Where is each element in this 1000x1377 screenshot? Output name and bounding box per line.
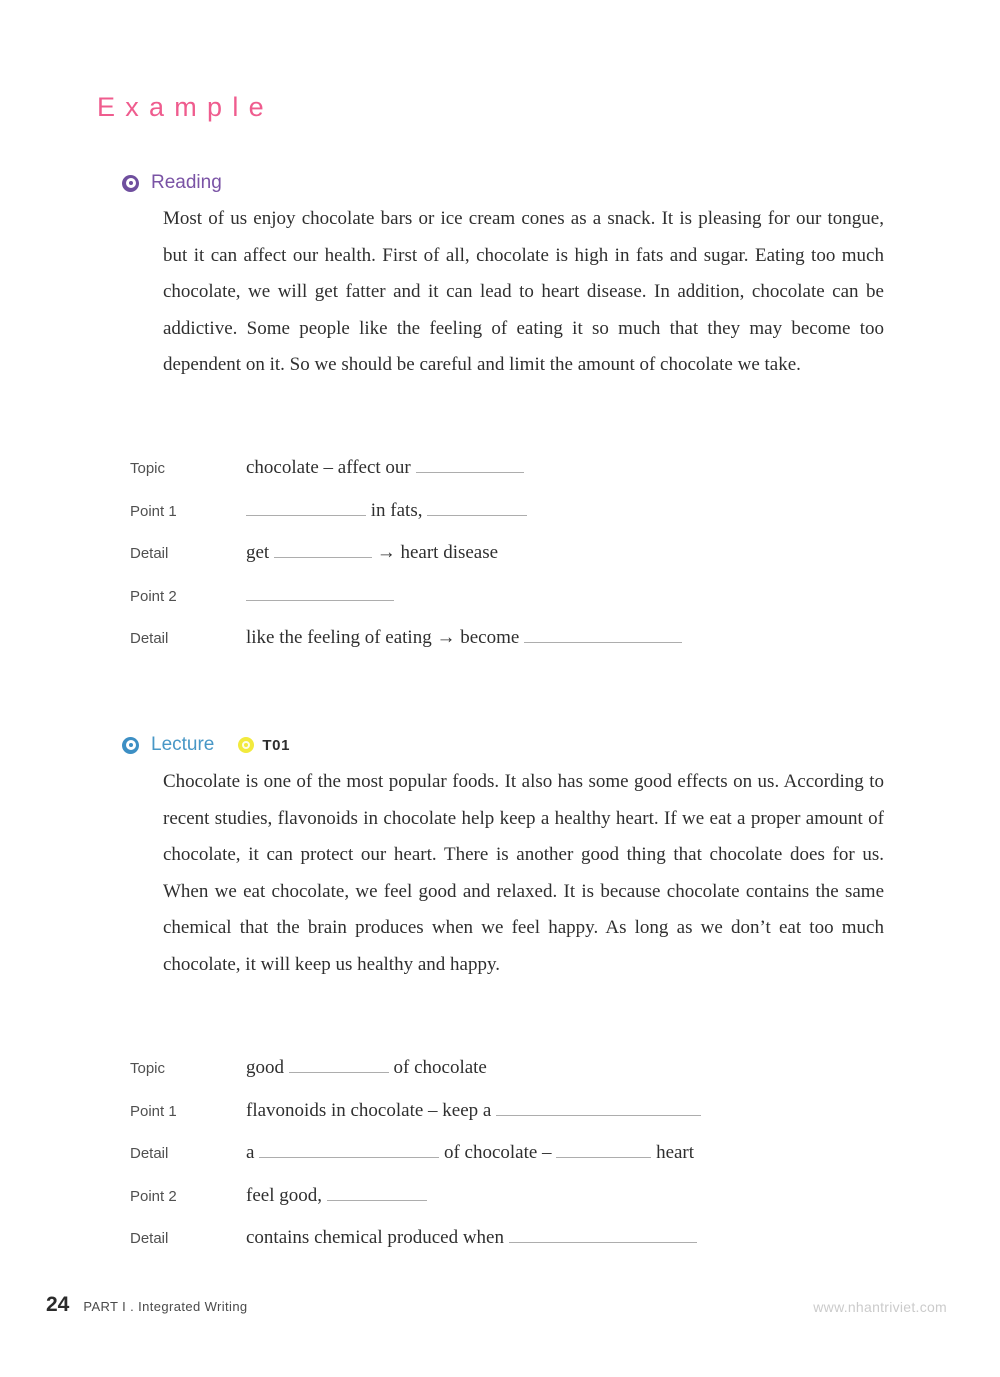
outline-text: of chocolate bbox=[388, 1057, 487, 1078]
outline-row-content bbox=[246, 585, 394, 606]
outline-row bbox=[130, 1090, 701, 1133]
outline-text: chocolate – affect our bbox=[246, 457, 416, 478]
outline-text: → heart disease bbox=[371, 542, 499, 563]
lecture-section-header bbox=[122, 734, 290, 756]
outline-row-content bbox=[246, 1142, 694, 1163]
audio-track bbox=[238, 737, 290, 754]
outline-row-label: Point 1 bbox=[130, 1102, 177, 1120]
blank-line bbox=[509, 1228, 697, 1243]
audio-track-label: T01 bbox=[262, 736, 291, 754]
lecture-bullet-icon bbox=[122, 737, 139, 754]
outline-row-label: Point 2 bbox=[130, 587, 177, 605]
outline-row-label: Point 2 bbox=[130, 1187, 177, 1205]
outline-row-content bbox=[246, 627, 682, 648]
outline-row-content bbox=[246, 542, 498, 563]
audio-disc-icon bbox=[238, 737, 254, 753]
outline-row bbox=[130, 617, 682, 660]
outline-row bbox=[130, 447, 682, 490]
outline-text: contains chemical produced when bbox=[246, 1227, 509, 1248]
blank-line bbox=[289, 1058, 389, 1073]
outline-row-label: Topic bbox=[130, 1060, 166, 1077]
outline-row-label: Detail bbox=[130, 630, 169, 647]
outline-row bbox=[130, 1175, 701, 1218]
page-title: Example bbox=[97, 92, 274, 122]
outline-row bbox=[130, 575, 682, 618]
reading-section-header bbox=[122, 172, 222, 194]
outline-row bbox=[130, 490, 682, 533]
blank-line bbox=[246, 501, 366, 516]
lecture-heading: Lecture bbox=[151, 734, 215, 755]
outline-text: of chocolate – bbox=[439, 1142, 557, 1163]
reading-paragraph: Most of us enjoy chocolate bars or ice cream cones as a snack. It is pleasing for our tongue, but it can affect our health. First of all, chocolate is high in fats and sugar. Eating too much chocolate, we will get fatter and it can lead to heart disease. In addition, chocolate can be addictive. Some people like the feeling of eating it so much that they may become too dependent on it. So we should be careful and limit the amount of chocolate we take. bbox=[163, 208, 884, 376]
outline-row-content bbox=[246, 1185, 427, 1206]
blank-line bbox=[259, 1143, 439, 1158]
outline-row-content bbox=[246, 457, 524, 478]
lecture-paragraph: Chocolate is one of the most popular foods. It also has some good effects on us. According to recent studies, flavonoids in chocolate help keep a healthy heart. If we eat a proper amount of chocolate, it can protect our heart. There is another good thing that chocolate does for us. When we eat chocolate, we feel good and relaxed. It is because chocolate contains the same chemical that the brain produces when we feel happy. As long as we don’t eat too much chocolate, it will keep us healthy and happy. bbox=[163, 771, 884, 975]
outline-text: a bbox=[246, 1142, 260, 1163]
blank-line bbox=[246, 586, 394, 601]
outline-row-label: Detail bbox=[130, 545, 169, 562]
outline-row bbox=[130, 1217, 701, 1260]
outline-row-label: Topic bbox=[130, 460, 166, 477]
footer-left bbox=[46, 1293, 248, 1317]
outline-text: feel good, bbox=[246, 1184, 327, 1206]
outline-text: heart bbox=[651, 1142, 695, 1163]
outline-text: flavonoids in chocolate – keep a bbox=[246, 1099, 497, 1121]
blank-line bbox=[524, 628, 682, 643]
outline-row-label: Point 1 bbox=[130, 502, 177, 520]
outline-row-content bbox=[246, 1227, 697, 1248]
footer-part-title: PART I . Integrated Writing bbox=[83, 1299, 248, 1314]
blank-line bbox=[556, 1143, 651, 1158]
reading-outline-table bbox=[130, 447, 682, 660]
footer-website: www.nhantriviet.com bbox=[813, 1299, 947, 1315]
blank-line bbox=[496, 1101, 701, 1116]
outline-row-content bbox=[246, 1100, 701, 1121]
outline-row-label: Detail bbox=[130, 1230, 169, 1247]
reading-bullet-icon bbox=[122, 175, 139, 192]
outline-text: get bbox=[246, 542, 274, 563]
outline-row bbox=[130, 1047, 701, 1090]
outline-text: like the feeling of eating → become bbox=[246, 627, 525, 648]
lecture-outline-table bbox=[130, 1047, 701, 1260]
blank-line bbox=[427, 501, 527, 516]
outline-row-label: Detail bbox=[130, 1145, 169, 1162]
blank-line bbox=[274, 543, 372, 558]
outline-row bbox=[130, 532, 682, 575]
page-number: 24 bbox=[46, 1293, 70, 1316]
blank-line bbox=[416, 458, 524, 473]
reading-heading: Reading bbox=[151, 172, 222, 193]
outline-text: in fats, bbox=[366, 499, 428, 521]
outline-row-content bbox=[246, 1057, 487, 1078]
outline-row-content bbox=[246, 500, 527, 521]
outline-row bbox=[130, 1132, 701, 1175]
outline-text: good bbox=[246, 1057, 289, 1078]
blank-line bbox=[327, 1186, 427, 1201]
